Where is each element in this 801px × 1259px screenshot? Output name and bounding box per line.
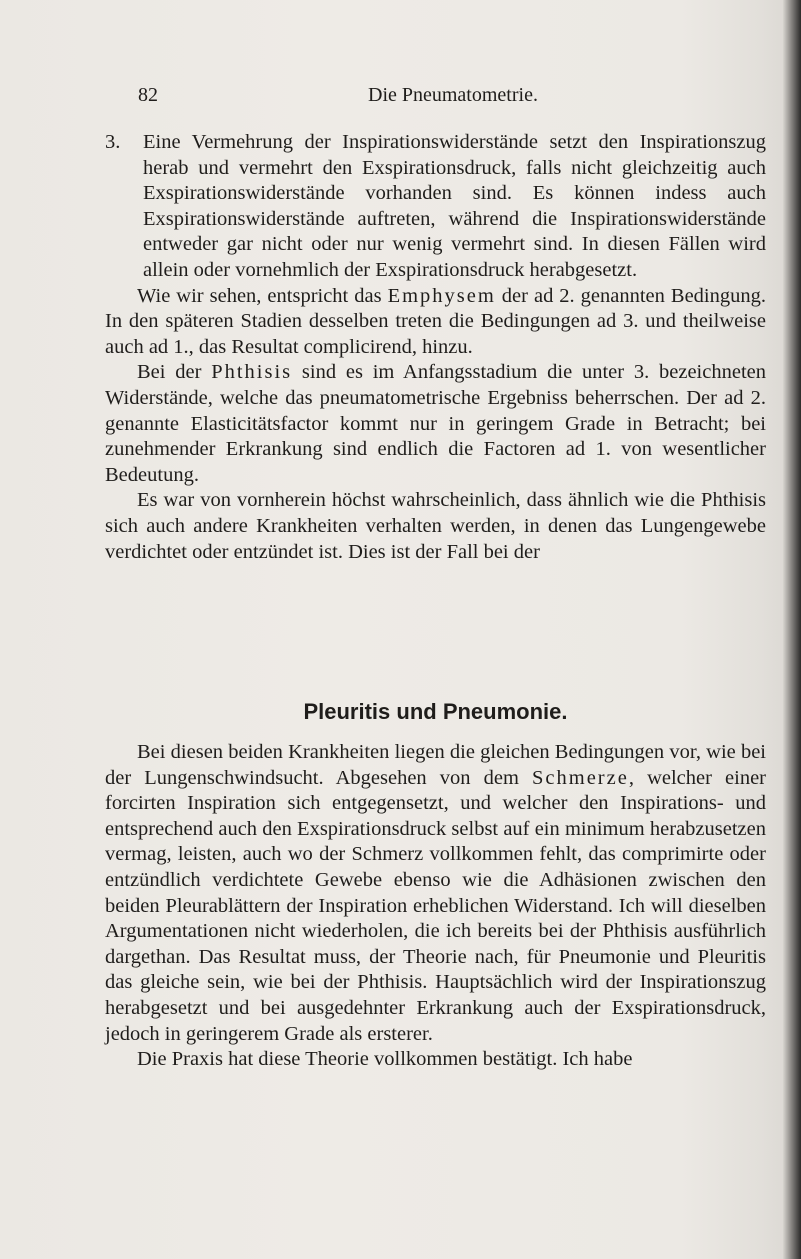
text-block-lower [105, 740, 766, 1073]
section-heading: Pleuritis und Pneumonie. [303, 699, 568, 724]
paragraph-text: Bei diesen beiden Krankheiten liegen die gleichen Bedingungen vor, wie bei der Lungenschwindsucht. Abgesehen von dem [105, 741, 766, 789]
emphasized-term: Emphysem [387, 284, 496, 307]
paragraph-praxis: Die Praxis hat diese Theorie vollkommen bestätigt. Ich habe [137, 1048, 633, 1071]
paragraph-text: sind es im Anfangsstadium die unter 3. bezeichneten Widerstände, welche das pneumatometrische Ergebniss beherrschen. Der ad 2. genannte Elasticitätsfactor kommt nur in geringem Grade in Betracht; bei zunehmender Erkrankung sind endlich die Factoren ad 1. von wesentlicher Bedeutung. [105, 361, 766, 486]
list-item-number: 3. [105, 131, 121, 153]
running-title: Die Pneumatometrie. [368, 84, 538, 106]
paragraph-text: Bei der [137, 361, 212, 384]
paragraph-emphysem [105, 284, 766, 361]
paragraph-text: , welcher einer forcirten Inspiration sich entgegensetzt, und welcher den Inspirations- und entsprechend auch den Exspirationsdruck selbst auf ein minimum herabzusetzen vermag, leisten, auch wo der Schmerz vollkommen fehlt, das comprimirte oder entzündlich verdichtete Gewebe ebenso wie die Adhäsionen zwischen den beiden Pleurablättern der Inspiration erheblichen Widerstand. Ich will dieselben Argumentationen nicht wiederholen, die ich bereits bei der Phthisis ausführlich dargethan. Das Resultat muss, der Theorie nach, für Pneumonie und Pleuritis das gleiche sein, wie bei der Phthisis. Hauptsächlich wird der Inspirationszug herabgesetzt und bei ausgedehnter Erkrankung auch der Exspirationsdruck, jedoch in geringerem Grade als ersterer. [105, 766, 767, 1045]
page-number: 82 [138, 84, 158, 106]
paragraph-text: Wie wir sehen, entspricht das [137, 284, 388, 307]
paragraph-phthisis [105, 360, 766, 488]
emphasized-term: Phthisis [211, 361, 293, 384]
running-header [138, 80, 538, 110]
paragraph-text: der ad 2. genannten Bedingung. In den späteren Stadien desselben treten die Bedingungen ad 3. und theilweise auch ad 1., das Resultat complicirend, hinzu. [105, 284, 766, 358]
paragraph-other-diseases: Es war von vornherein höchst wahrscheinlich, dass ähnlich wie die Phthisis sich auch andere Krankheiten verhalten werden, in denen das Lungengewebe verdichtet oder entzündet ist. Dies ist der Fall bei der [105, 489, 766, 563]
emphasized-term: Schmerze [532, 766, 629, 789]
paragraph-pleuritis [105, 740, 766, 1047]
list-item-text: Eine Vermehrung der Inspirationswiderstände setzt den Inspirationszug herab und vermehrt den Exspirationsdruck, falls nicht gleichzeitig auch Exspirationswiderstände vorhanden sind. Es können indess auch Exspirationswiderstände auftreten, während die Inspirationswiderstände entweder gar nicht oder nur wenig vermehrt sind. In diesen Fällen wird allein oder vornehmlich der Exspirationsdruck herabgesetzt. [143, 131, 766, 281]
text-block-upper [105, 130, 766, 565]
book-spine-shadow [783, 0, 801, 1259]
list-item-3 [105, 130, 766, 284]
